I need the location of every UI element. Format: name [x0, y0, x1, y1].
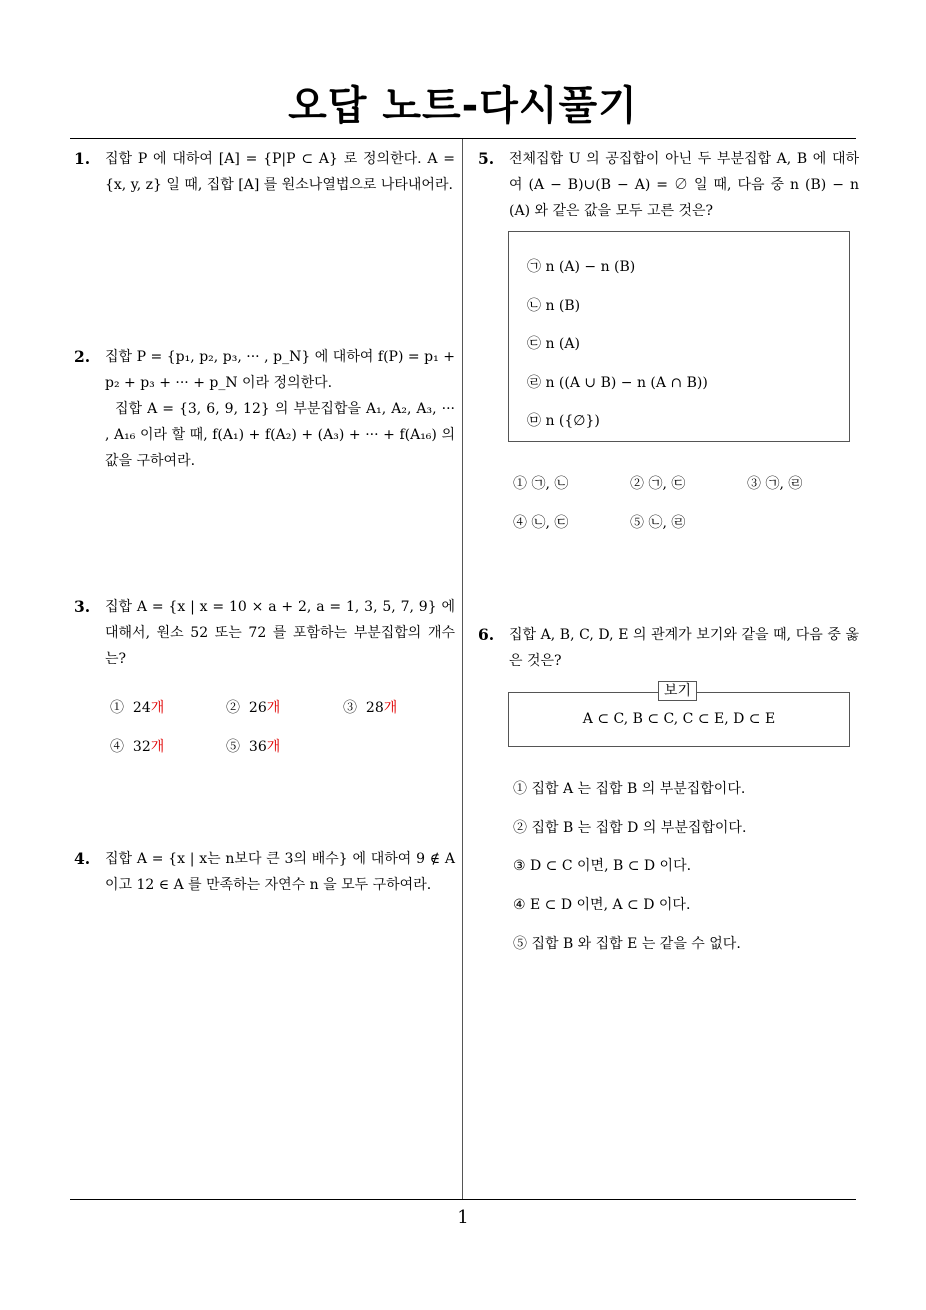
q5-option-4[interactable]: ④ ㉡, ㉢ [513, 515, 569, 531]
q6-option-2[interactable]: ② 집합 B 는 집합 D 의 부분집합이다. [513, 820, 747, 836]
box-item-5: ㉤ n ({∅}) [527, 413, 600, 429]
bottom-rule [70, 1199, 856, 1200]
q6-option-3[interactable]: ③ D ⊂ C 이면, B ⊂ D 이다. [513, 858, 692, 874]
option-mark: ③ [343, 700, 357, 716]
page-number: 1 [457, 1207, 469, 1228]
option-unit: 개 [266, 700, 281, 716]
q3-option-4[interactable] [110, 737, 164, 757]
option-mark: ② [226, 700, 240, 716]
option-value: 24 [132, 700, 151, 716]
column-divider [462, 139, 463, 1200]
page-title: 오답 노트-다시풀기 [288, 83, 638, 129]
option-unit: 개 [266, 739, 281, 755]
q6-option-4[interactable]: ④ E ⊂ D 이면, A ⊂ D 이다. [513, 897, 691, 913]
question-2-text: 집합 P = {p₁, p₂, p₃, ··· , p_N} 에 대하여 f(P) = p₁ + p₂ + p₃ + ··· + p_N 이라 정의한다. [105, 349, 455, 391]
q3-option-3[interactable] [343, 698, 397, 718]
option-unit: 개 [150, 700, 165, 716]
question-1-text: 집합 P 에 대하여 [A] = {P|P ⊂ A} 로 정의한다. A = {x, y, z} 일 때, 집합 [A] 를 원소나열법으로 나타내어라. [105, 151, 455, 193]
question-number-2: 2. [74, 347, 91, 366]
box-item-3: ㉢ n (A) [527, 336, 580, 352]
question-number-6: 6. [478, 625, 495, 644]
bogi-label: 보기 [658, 681, 697, 701]
box-item-2: ㉡ n (B) [527, 298, 581, 314]
bogi-content: A ⊂ C, B ⊂ C, C ⊂ E, D ⊂ E [582, 711, 776, 727]
option-value: 26 [248, 700, 267, 716]
option-unit: 개 [150, 739, 165, 755]
question-number-4: 4. [74, 849, 91, 868]
question-3-text: 집합 A = {x | x = 10 × a + 2, a = 1, 3, 5, 7, 9} 에 대해서, 원소 52 또는 72 를 포함하는 부분집합의 개수는? [105, 599, 455, 667]
option-unit: 개 [383, 700, 398, 716]
option-value: 32 [132, 739, 151, 755]
box-item-4: ㉣ n ((A ∪ B) − n (A ∩ B)) [527, 375, 708, 391]
question-number-1: 1. [74, 149, 91, 168]
option-value: 28 [365, 700, 384, 716]
question-2-text-2: 집합 A = {3, 6, 9, 12} 의 부분집합을 A₁, A₂, A₃, ··· , A₁₆ 이라 할 때, f(A₁) + f(A₂) + (A₃) + ··· + f(A₁₆) 의 값을 구하여라. [105, 401, 455, 469]
option-mark: ⑤ [226, 739, 240, 755]
q5-option-2[interactable]: ② ㉠, ㉢ [630, 476, 686, 492]
option-value: 36 [248, 739, 267, 755]
option-mark: ① [110, 700, 124, 716]
q3-option-1[interactable] [110, 698, 164, 718]
question-5-text: 전체집합 U 의 공집합이 아닌 두 부분집합 A, B 에 대하여 (A − B)∪(B − A) = ∅ 일 때, 다음 중 n (B) − n (A) 와 같은 값을 모두 고른 것은? [509, 151, 859, 219]
q3-option-5[interactable] [226, 737, 280, 757]
q3-option-2[interactable] [226, 698, 280, 718]
question-number-3: 3. [74, 597, 91, 616]
question-6-text: 집합 A, B, C, D, E 의 관계가 보기와 같을 때, 다음 중 옳은 것은? [509, 627, 859, 669]
q5-option-5[interactable]: ⑤ ㉡, ㉣ [630, 515, 686, 531]
q6-option-1[interactable]: ① 집합 A 는 집합 B 의 부분집합이다. [513, 781, 746, 797]
box-item-1: ㉠ n (A) − n (B) [527, 259, 636, 275]
question-number-5: 5. [478, 149, 495, 168]
q5-condition-box [508, 231, 850, 442]
q5-option-1[interactable]: ① ㉠, ㉡ [513, 476, 569, 492]
q6-option-5[interactable]: ⑤ 집합 B 와 집합 E 는 같을 수 없다. [513, 936, 741, 952]
q5-option-3[interactable]: ③ ㉠, ㉣ [747, 476, 803, 492]
option-mark: ④ [110, 739, 124, 755]
question-4-text: 집합 A = {x | x는 n보다 큰 3의 배수} 에 대하여 9 ∉ A 이고 12 ∈ A 를 만족하는 자연수 n 을 모두 구하여라. [105, 851, 455, 893]
top-rule [70, 138, 856, 139]
